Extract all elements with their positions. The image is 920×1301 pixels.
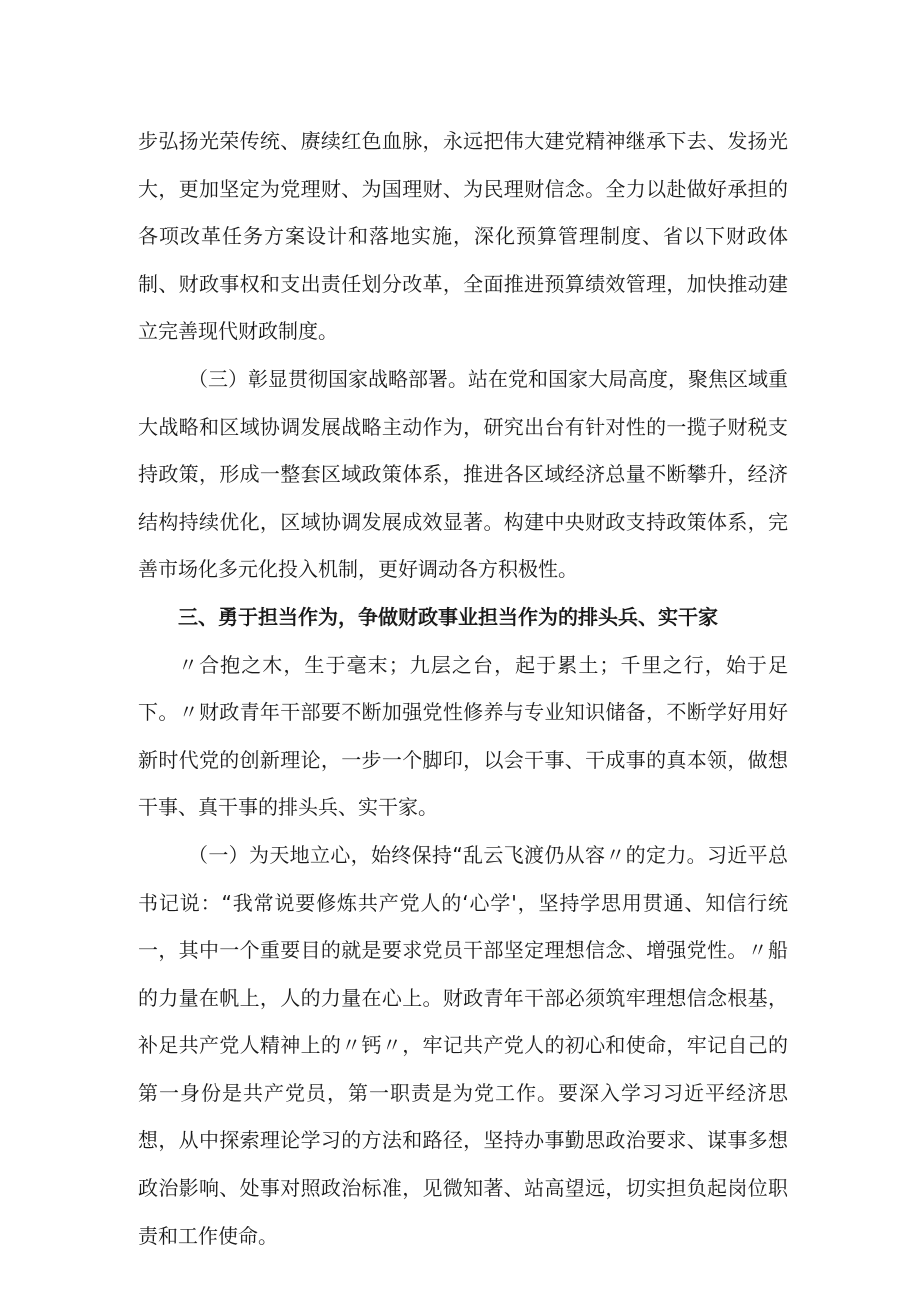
paragraph-sub-point-three: （三）彰显贯彻国家战略部署。站在党和国家大局高度，聚焦区域重大战略和区域协调发展战略主动作为，研究出台有针对性的一揽子财税支持政策，形成一整套区域政策体系，推进各区域经济总量不断攀升，经济结构持续优化，区域协调发展成效显著。构建中央财政支持政策体系，完善市场化多元化投入机制，更好调动各方积极性。	[138, 366, 788, 582]
paragraph-body: 〃合抱之木，生于毫末；九层之台，起于累土；千里之行，始于足下。〃财政青年干部要不断加强党性修养与专业知识储备，不断学好用好新时代党的创新理论，一步一个脚印，以会干事、干成事的真本领，做想干事、真干事的排头兵、实干家。	[138, 652, 788, 820]
document-body	[138, 118, 788, 1260]
paragraph-sub-point-one: （一）为天地立心，始终保持“乱云飞渡仍从容〃的定力。习近平总书记说：“我常说要修炼共产党人的‘心学'，坚持学思用贯通、知信行统一，其中一个重要目的就是要求党员干部坚定理想信念、增强党性。〃船的力量在帆上，人的力量在心上。财政青年干部必须筑牢理想信念根基，补足共产党人精神上的〃钙〃，牢记共产党人的初心和使命，牢记自己的第一身份是共产党员，第一职责是为党工作。要深入学习习近平经济思想，从中探索理论学习的方法和路径，坚持办事勤思政治要求、谋事多想政治影响、处事对照政治标准，见微知著、站高望远，切实担负起岗位职责和工作使命。	[138, 842, 788, 1248]
section-heading: 三、勇于担当作为，争做财政事业担当作为的排头兵、实干家	[178, 604, 718, 629]
paragraph-continuation: 步弘扬光荣传统、赓续红色血脉，永远把伟大建党精神继承下去、发扬光大，更加坚定为党理财、为国理财、为民理财信念。全力以赴做好承担的各项改革任务方案设计和落地实施，深化预算管理制度、省以下财政体制、财政事权和支出责任划分改革，全面推进预算绩效管理，加快推动建立完善现代财政制度。	[138, 129, 788, 344]
